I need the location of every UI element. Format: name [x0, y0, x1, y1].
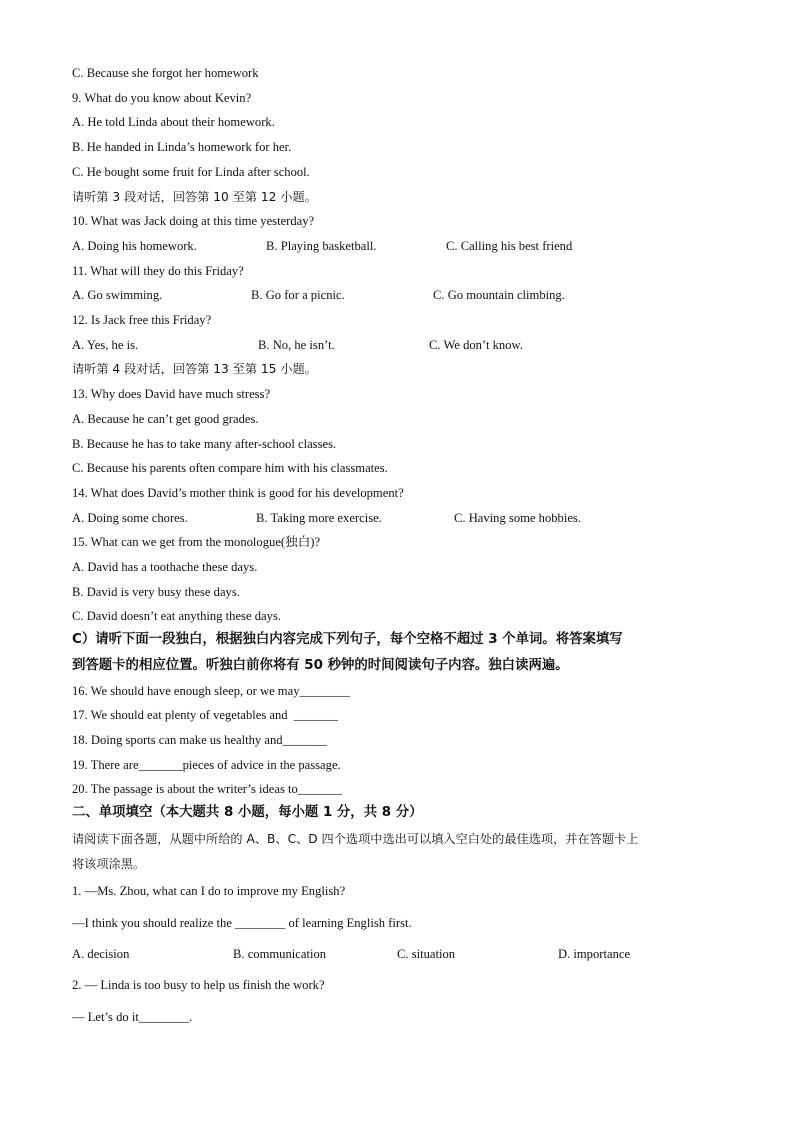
q13-option-b: B. Because he has to take many after-school classes. — [72, 437, 337, 451]
q12-option-c: C. We don’t know. — [429, 338, 523, 352]
q9-option-a: A. He told Linda about their homework. — [72, 115, 275, 129]
q9-option-b: B. He handed in Linda’s homework for her. — [72, 140, 292, 154]
question-17: 17. We should eat plenty of vegetables and _______ — [72, 708, 338, 722]
grammar-question-2-reply: — Let’s do it________. — [72, 1010, 193, 1024]
grammar-question-2: 2. — Linda is too busy to help us finish the work? — [72, 978, 325, 992]
question-14: 14. What does David’s mother think is good for his development? — [72, 486, 404, 500]
question-10: 10. What was Jack doing at this time yesterday? — [72, 214, 315, 228]
q11-option-b: B. Go for a picnic. — [251, 288, 345, 302]
grammar-question-1: 1. —Ms. Zhou, what can I do to improve my English? — [72, 884, 346, 898]
question-19: 19. There are_______pieces of advice in the passage. — [72, 758, 341, 772]
q10-option-a: A. Doing his homework. — [72, 239, 197, 253]
question-20: 20. The passage is about the writer’s ideas to_______ — [72, 782, 342, 796]
q8-option-c: C. Because she forgot her homework — [72, 66, 259, 80]
question-13: 13. Why does David have much stress? — [72, 387, 271, 401]
section-2-heading: 二、单项填空（本大题共 8 小题，每小题 1 分，共 8 分） — [72, 805, 423, 820]
grammar-question-1-reply: —I think you should realize the ________ of learning English first. — [72, 916, 412, 930]
section-2-instruction-line1: 请阅读下面各题，从题中所给的 A、B、C、D 四个选项中选出可以填入空白处的最佳选项，并在答题卡上 — [72, 832, 639, 846]
gq1-option-b: B. communication — [233, 947, 327, 961]
section-c-heading-line2: 到答题卡的相应位置。听独白前你将有 50 秒钟的时间阅读句子内容。独白读两遍。 — [72, 658, 569, 673]
gq1-option-a: A. decision — [72, 947, 130, 961]
q12-option-a: A. Yes, he is. — [72, 338, 139, 352]
q14-option-b: B. Taking more exercise. — [256, 511, 382, 525]
q14-option-a: A. Doing some chores. — [72, 511, 188, 525]
q9-option-c: C. He bought some fruit for Linda after school. — [72, 165, 310, 179]
q11-option-a: A. Go swimming. — [72, 288, 163, 302]
q15-option-b: B. David is very busy these days. — [72, 585, 240, 599]
section-2-instruction-line2: 将该项涂黑。 — [72, 857, 146, 871]
instruction-part-3: 请听第 3 段对话，回答第 10 至第 12 小题。 — [72, 190, 317, 204]
question-15: 15. What can we get from the monologue(独白)? — [72, 535, 321, 549]
q11-option-c: C. Go mountain climbing. — [433, 288, 565, 302]
q13-option-c: C. Because his parents often compare him with his classmates. — [72, 461, 388, 475]
question-12: 12. Is Jack free this Friday? — [72, 313, 212, 327]
q13-option-a: A. Because he can’t get good grades. — [72, 412, 259, 426]
q15-option-a: A. David has a toothache these days. — [72, 560, 258, 574]
question-18: 18. Doing sports can make us healthy and_______ — [72, 733, 327, 747]
q14-option-c: C. Having some hobbies. — [454, 511, 581, 525]
question-16: 16. We should have enough sleep, or we may________ — [72, 684, 350, 698]
section-c-heading-line1: C）请听下面一段独白，根据独白内容完成下列句子，每个空格不超过 3 个单词。将答案填写 — [72, 632, 623, 647]
q10-option-c: C. Calling his best friend — [446, 239, 573, 253]
question-9: 9. What do you know about Kevin? — [72, 91, 252, 105]
q15-option-c: C. David doesn’t eat anything these days. — [72, 609, 281, 623]
gq1-option-c: C. situation — [397, 947, 456, 961]
question-11: 11. What will they do this Friday? — [72, 264, 244, 278]
q10-option-b: B. Playing basketball. — [266, 239, 377, 253]
instruction-part-4: 请听第 4 段对话，回答第 13 至第 15 小题。 — [72, 362, 317, 376]
gq1-option-d: D. importance — [558, 947, 631, 961]
q12-option-b: B. No, he isn’t. — [258, 338, 335, 352]
